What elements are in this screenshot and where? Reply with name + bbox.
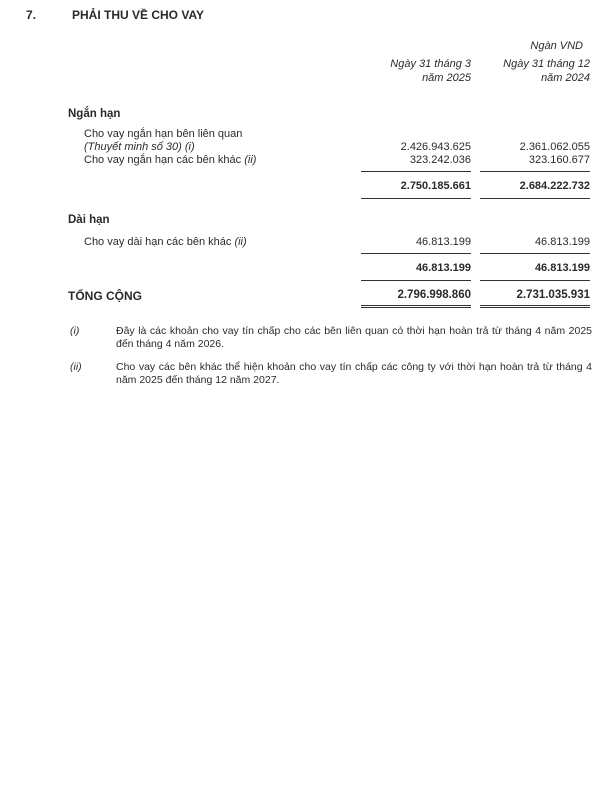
short-term-other-label-text: Cho vay ngắn hạn các bên khác: [84, 154, 242, 166]
short-term-rule-2024: [480, 171, 590, 172]
section-title: PHẢI THU VỀ CHO VAY: [72, 8, 205, 22]
short-term-other-label: [84, 154, 256, 167]
total-2024: 2.731.035.931: [516, 289, 590, 301]
column-header-2024: [470, 57, 590, 85]
note-ii-mark: (ii): [70, 361, 82, 373]
column-header-2025: [351, 57, 471, 85]
long-term-rule-2025: [361, 253, 471, 254]
note-i-text: Đây là các khoản cho vay tín chấp cho các bên liên quan có thời hạn hoàn trả từ tháng 4 năm 2025 đến tháng 4 năm 2026.: [116, 325, 592, 350]
total-label: TỔNG CỘNG: [68, 289, 142, 303]
short-term-subtotal-rule-2024: [480, 198, 590, 199]
short-term-related-2025: 2.426.943.625: [400, 141, 471, 153]
total-double-rule-2025: [361, 305, 471, 308]
short-term-heading: Ngắn hạn: [68, 108, 121, 120]
long-term-other-label-text: Cho vay dài hạn các bên khác: [84, 236, 232, 248]
long-term-subtotal-2024: 46.813.199: [534, 262, 590, 274]
long-term-subtotal-2025: 46.813.199: [415, 262, 471, 274]
note-mark-ii: (ii): [244, 154, 257, 166]
short-term-subtotal-rule-2025: [361, 198, 471, 199]
note-reference: (Thuyết minh số 30) (i): [84, 141, 195, 153]
short-term-subtotal-2024: 2.684.222.732: [519, 180, 590, 192]
total-double-rule-2024: [480, 305, 590, 308]
long-term-other-2024: 46.813.199: [534, 236, 590, 248]
long-term-other-label: [84, 236, 247, 249]
column-header-2024-line1: Ngày 31 tháng 12: [503, 58, 590, 70]
section-number: 7.: [26, 8, 37, 22]
short-term-other-2025: 323.242.036: [409, 154, 471, 166]
short-term-rule-2025: [361, 171, 471, 172]
unit-label: Ngàn VND: [530, 40, 583, 52]
long-term-subtotal-rule-2025: [361, 280, 471, 281]
note-i-mark: (i): [70, 325, 80, 337]
column-header-2025-line1: Ngày 31 tháng 3: [390, 58, 471, 70]
short-term-subtotal-2025: 2.750.185.661: [400, 180, 471, 192]
long-term-rule-2024: [480, 253, 590, 254]
long-term-other-2025: 46.813.199: [415, 236, 471, 248]
long-term-heading: Dài hạn: [68, 214, 110, 226]
note-ii-text: Cho vay các bên khác thể hiện khoản cho vay tín chấp các công ty với thời hạn hoàn trả từ tháng 4 năm 2025 đến tháng 12 năm 2027.: [116, 361, 592, 386]
column-header-2025-line2: năm 2025: [422, 72, 471, 84]
long-term-subtotal-rule-2024: [480, 280, 590, 281]
note-mark-ii: (ii): [234, 236, 247, 248]
column-header-2024-line2: năm 2024: [541, 72, 590, 84]
short-term-related-2024: 2.361.062.055: [519, 141, 590, 153]
short-term-related-label: [84, 128, 242, 154]
short-term-related-label-line1: Cho vay ngắn hạn bên liên quan: [84, 128, 243, 140]
short-term-other-2024: 323.160.677: [528, 154, 590, 166]
short-term-related-label-line2: [84, 141, 242, 154]
total-2025: 2.796.998.860: [397, 289, 471, 301]
